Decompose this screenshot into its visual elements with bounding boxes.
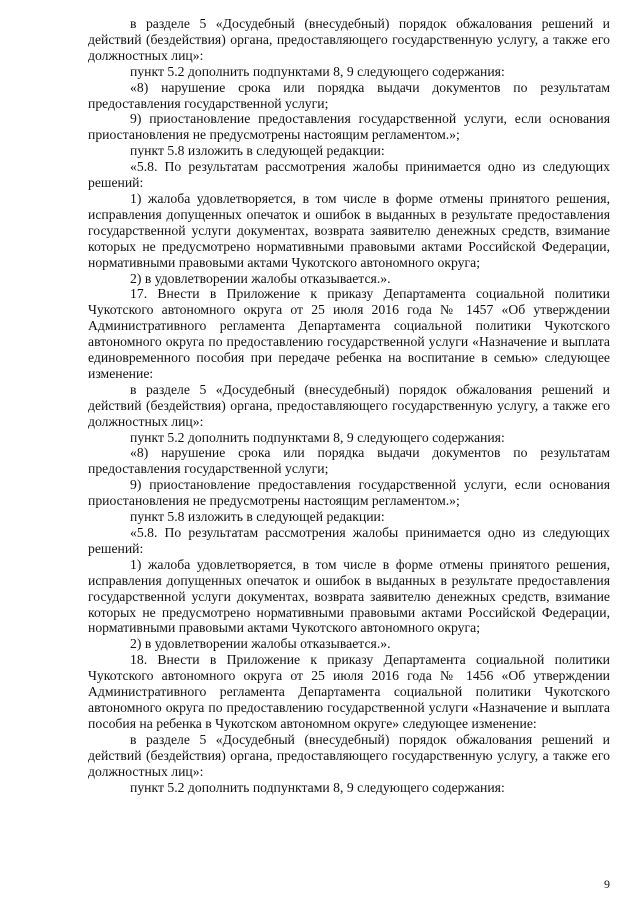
paragraph: 1) жалоба удовлетворяется, в том числе в форме отмены принятого решения, исправления допущенных опечаток и ошибок в выданных в результате предоставления государственной услуги документах, возврата заявителю денежных средств, взимание которых не предусмотрено нормативными правовыми актами Российской Федерации, нормативными правовыми актами Чукотского автономного округа;	[88, 190, 610, 270]
paragraph: 2) в удовлетворении жалобы отказывается.».	[130, 270, 391, 286]
paragraph: «5.8. По результатам рассмотрения жалобы принимается одно из следующих решений:	[88, 159, 610, 191]
paragraph: 17. Внести в Приложение к приказу Департамента социальной политики Чукотского автономного округа от 25 июля 2016 года № 1457 «Об утверждении Административного регламента Департамента социальной политики Чукотского автономного округа по предоставлению государственной услуги «Назначение и выплата единовременного пособия при передаче ребенка на воспитание в семью» следующее изменение:	[88, 286, 610, 381]
paragraph: пункт 5.8 изложить в следующей редакции:	[130, 143, 385, 159]
paragraph: 9) приостановление предоставления государственной услуги, если основания приостановления не предусмотрены настоящим регламентом.»;	[88, 111, 610, 143]
paragraph: «5.8. По результатам рассмотрения жалобы принимается одно из следующих решений:	[88, 525, 610, 556]
paragraph: в разделе 5 «Досудебный (внесудебный) порядок обжалования решений и действий (бездействия) органа, предоставляющего государственную услугу, а также его должностных лиц»:	[88, 731, 610, 779]
paragraph: в разделе 5 «Досудебный (внесудебный) порядок обжалования решений и действий (бездействия) органа, предоставляющего государственную услугу, а также его должностных лиц»:	[88, 16, 610, 63]
paragraph: 2) в удовлетворении жалобы отказывается.».	[130, 636, 391, 652]
paragraph: в разделе 5 «Досудебный (внесудебный) порядок обжалования решений и действий (бездействия) органа, предоставляющего государственную услугу, а также его должностных лиц»:	[88, 381, 610, 429]
paragraph: 1) жалоба удовлетворяется, в том числе в форме отмены принятого решения, исправления допущенных опечаток и ошибок в выданных в результате предоставления государственной услуги документах, возврата заявителю денежных средств, взимание которых не предусмотрено нормативными правовыми актами Российской Федерации, нормативными правовыми актами Чукотского автономного округа;	[88, 556, 610, 636]
document-body	[88, 16, 610, 795]
paragraph: пункт 5.2 дополнить подпунктами 8, 9 следующего содержания:	[130, 63, 505, 79]
paragraph: пункт 5.2 дополнить подпунктами 8, 9 следующего содержания:	[130, 429, 505, 445]
paragraph: «8) нарушение срока или порядка выдачи документов по результатам предоставления государственной услуги;	[88, 79, 610, 111]
paragraph: пункт 5.8 изложить в следующей редакции:	[130, 509, 385, 525]
paragraph: пункт 5.2 дополнить подпунктами 8, 9 следующего содержания:	[130, 779, 505, 795]
paragraph: «8) нарушение срока или порядка выдачи документов по результатам предоставления государственной услуги;	[88, 445, 610, 477]
paragraph: 18. Внести в Приложение к приказу Департамента социальной политики Чукотского автономного округа от 25 июля 2016 года № 1456 «Об утверждении Административного регламента Департамента социальной политики Чукотского автономного округа по предоставлению государственной услуги «Назначение и выплата пособия на ребенка в Чукотском автономном округе» следующее изменение:	[88, 652, 610, 731]
paragraph: 9) приостановление предоставления государственной услуги, если основания приостановления не предусмотрены настоящим регламентом.»;	[88, 477, 610, 509]
page-number: 9	[604, 877, 610, 891]
